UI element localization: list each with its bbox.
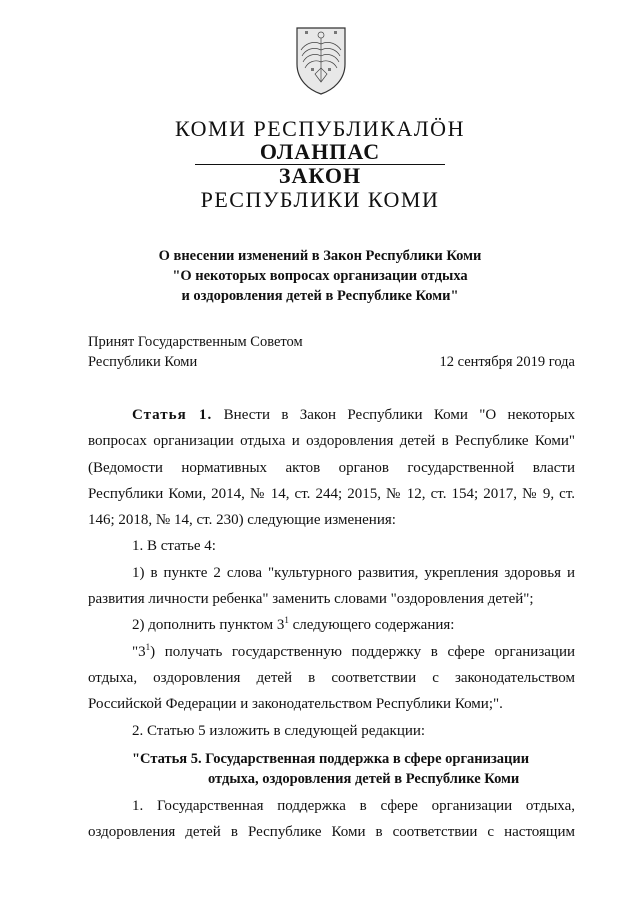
coat-of-arms-emblem [291,24,351,96]
quote-prefix: "3 [132,643,146,660]
article-1-label: Статья 1. [132,407,213,423]
article-1-paragraph [88,402,575,533]
document-body [88,402,575,845]
adoption-date: 12 сентября 2019 года [439,354,575,370]
item-1: 1. В статье 4: [132,538,216,555]
title-line-1: О внесении изменений в Закон Республики Коми [158,248,482,264]
adopted-line-1: Принят Государственным Советом [88,334,303,350]
quoted-point-3-1 [88,639,575,718]
header-line-zakon: ЗАКОН [278,163,362,188]
header-line-komi: КОМИ РЕСПУБЛИКАЛӦН [175,116,465,141]
article-1-text: Внести в Закон Республики Коми "О некоторых вопросах организации отдыха и оздоровления детей в Республике Коми" (Ведомости нормативных актов органов государственной власти Республики Коми, 2014, № 14, ст. 244; 2015, № 12, ст. 154; 2017, № 9, ст. 146; 2018, № 14, ст. 230) следующие изменения: [88,407,576,529]
item-1-subitem-2 [88,612,575,638]
subitem-2-suffix: следующего содержания: [288,617,455,634]
quote-superscript: 1 [145,641,151,652]
item-2: 2. Статью 5 изложить в следующей редакции: [132,722,426,739]
subitem-2-prefix: 2) дополнить пунктом 3 [132,617,285,634]
adoption-info [88,332,303,372]
article-5-title [88,749,575,789]
article-5-paragraph-1: 1. Государственная поддержка в сфере организации отдыха, оздоровления детей в Республике Коми в соответствии с настоящим [88,797,575,841]
header-line-olanpas: ОЛАНПАС [259,139,381,164]
document-title [0,246,640,306]
title-line-2: "О некоторых вопросах организации отдыха [172,268,468,284]
adopted-line-2: Республики Коми [88,354,198,370]
title-line-3: и оздоровления детей в Республике Коми" [181,288,459,304]
article-5-title-line-1: "Статья 5. Государственная поддержка в сфере организации [132,750,530,767]
quote-text: ) получать государственную поддержку в сфере организации отдыха, оздоровления детей в соответствии с законодательством Российской Федерации и законодательством Республики Коми;". [88,643,575,713]
header-line-republic: РЕСПУБЛИКИ КОМИ [200,187,440,212]
article-5-title-line-2: отдыха, оздоровления детей в Республике Коми [208,770,520,787]
subitem-2-superscript: 1 [284,615,289,626]
item-1-subitem-1: 1) в пункте 2 слова "культурного развития, укрепления здоровья и развития личности ребенка" заменить словами "оздоровления детей"; [88,564,575,608]
